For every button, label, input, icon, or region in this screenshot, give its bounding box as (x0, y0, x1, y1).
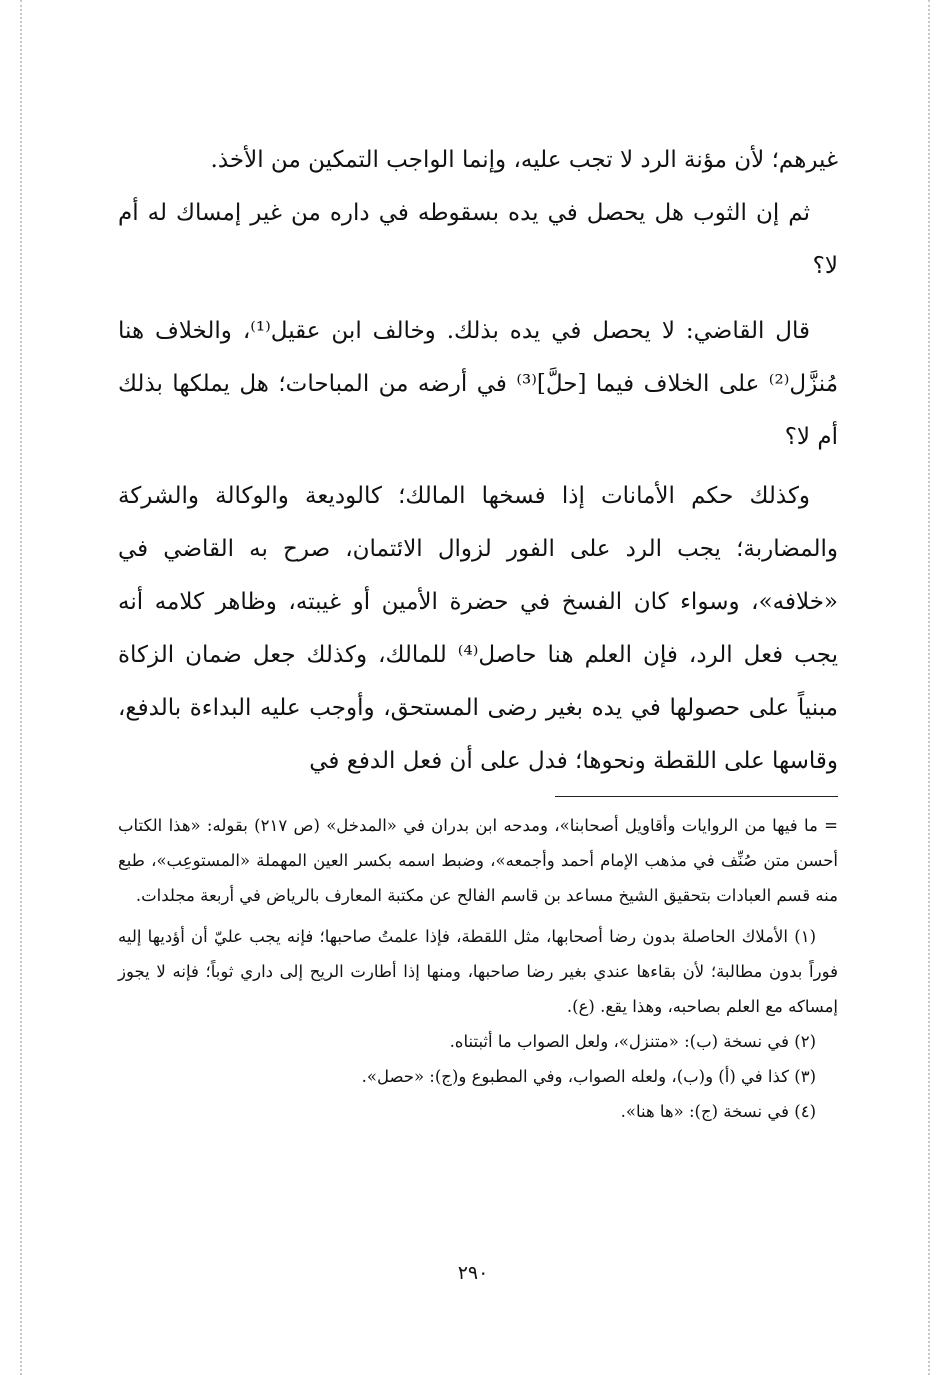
left-dotted-margin (20, 0, 22, 1375)
footnotes (118, 808, 838, 1129)
right-dotted-margin (928, 0, 930, 1375)
paragraph: وكذلك حكم الأمانات إذا فسخها المالك؛ كالوديعة والوكالة والشركة والمضاربة؛ يجب الرد على الفور لزوال الائتمان، صرح به القاضي في «خلافه»، وسواء كان الفسخ في حضرة الأمين أو غيبته، وظاهر كلامه أنه يجب فعل الرد، فإن العلم هنا حاصل⁽⁴⁾ للمالك، وكذلك جعل ضمان الزكاة مبنياً على حصولها في يده بغير رضى المستحق، وأوجب عليه البداءة بالدفع، وقاسها على اللقطة ونحوها؛ فدل على أن فعل الدفع في (118, 483, 838, 774)
paragraph: ثم إن الثوب هل يحصل في يده بسقوطه في داره من غير إمساك له أم لا؟ (118, 200, 838, 279)
footnote: (٣) كذا في (أ) و(ب)، ولعله الصواب، وفي المطبوع و(ج): «حصل». (361, 1067, 816, 1086)
footnote: (٢) في نسخة (ب): «متنزل»، ولعل الصواب ما أثبتناه. (449, 1032, 816, 1051)
footnote: (٤) في نسخة (ج): «ها هنا». (620, 1102, 816, 1121)
footnote: (١) الأملاك الحاصلة بدون رضا أصحابها، مثل اللقطة، فإذا علمتُ صاحبها؛ فإنه يجب عليّ أن أؤديها إليه فوراً بدون مطالبة؛ لأن بقاءها عندي بغير رضا صاحبها، ومنها إذا أطارت الريح إلى داري ثوباً؛ فإنه لا يجوز إمساكه مع العلم بصاحبه، وهذا يقع. (ع). (118, 927, 838, 1016)
page-number: ٢٩٠ (457, 1262, 489, 1284)
footnote-continued: = ما فيها من الروايات وأقاويل أصحابنا»، ومدحه ابن بدران في «المدخل» (ص ٢١٧) بقوله: «هذا الكتاب أحسن متن صُنِّف في مذهب الإمام أحمد وأجمعه»، وضبط اسمه بكسر العين المهملة «المستوعِب»، طبع منه قسم العبادات بتحقيق الشيخ مساعد بن قاسم الفالح عن مكتبة المعارف بالرياض في أربعة مجلدات. (118, 816, 839, 905)
paragraph: قال القاضي: لا يحصل في يده بذلك. وخالف ابن عقيل⁽¹⁾، والخلاف هنا مُنزَّل⁽²⁾ على الخلاف فيما [حلَّ]⁽³⁾ في أرضه من المباحات؛ هل يملكها بذلك أم لا؟ (118, 318, 839, 450)
footnote-separator (555, 796, 838, 797)
paragraph: غيرهم؛ لأن مؤنة الرد لا تجب عليه، وإنما الواجب التمكين من الأخذ. (210, 147, 838, 173)
main-text (118, 122, 838, 788)
